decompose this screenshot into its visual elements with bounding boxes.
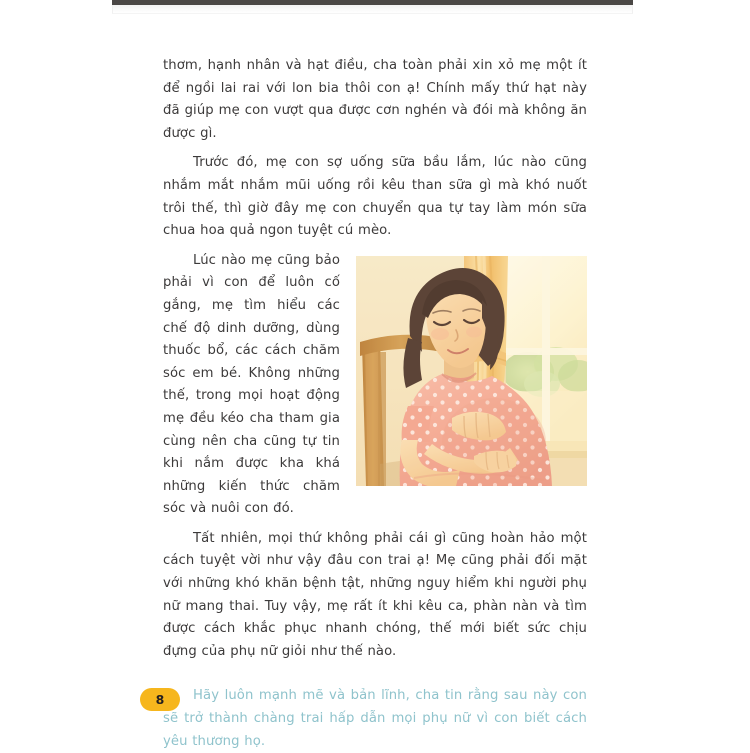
paragraph-3-text: Lúc nào mẹ cũng bảo phải vì con để luôn cố gắng, mẹ tìm hiểu các chế độ dinh dưỡng, dùng thuốc bổ, các cách chăm sóc em bé. Không những thế, trong mọi hoạt động mẹ đều kéo cha tham gia cùng nên cha cũng tự tin khi nắm được kha khá những kiến thức chăm sóc và nuôi con đó. [163, 252, 340, 517]
page-number-badge: 8 [140, 688, 180, 711]
paragraph-4: Tất nhiên, mọi thứ không phải cái gì cũng hoàn hảo một cách tuyệt vời như vậy đâu con trai ạ! Mẹ cũng phải đối mặt với những khó khăn bệnh tật, những nguy hiểm khi người phụ nữ mang thai. Tuy vậy, mẹ rất ít khi kêu ca, phàn nàn và tìm được cách khắc phục nhanh chóng, thế mới biết sức chịu đựng của phụ nữ giỏi như thế nào. [163, 530, 587, 659]
paragraph-accent-closing: Hãy luôn mạnh mẽ và bản lĩnh, cha tin rằng sau này con sẽ trở thành chàng trai hấp dẫn mọi phụ nữ vì con biết cách yêu thương họ. [163, 688, 587, 749]
paragraph-1: thơm, hạnh nhân và hạt điều, cha toàn phải xin xỏ mẹ một ít để ngồi lai rai với lon bia thôi con ạ! Chính mấy thứ hạt này đã giúp mẹ con vượt qua được cơn nghén và đói mà không ăn được gì. [163, 58, 587, 141]
pregnant-woman-illustration [356, 256, 587, 486]
paragraph-2: Trước đó, mẹ con sợ uống sữa bầu lắm, lúc nào cũng nhắm mắt nhắm mũi uống rồi kêu than sữa gì mà khó nuốt trôi thế, thì giờ đây mẹ con chuyển qua tự tay làm món sữa chua hoa quả ngon tuyệt cú mèo. [163, 155, 587, 239]
page-trim-bar-shadow [112, 5, 633, 14]
paragraph-3-with-illustration [163, 250, 587, 521]
page-text-column [163, 55, 587, 753]
